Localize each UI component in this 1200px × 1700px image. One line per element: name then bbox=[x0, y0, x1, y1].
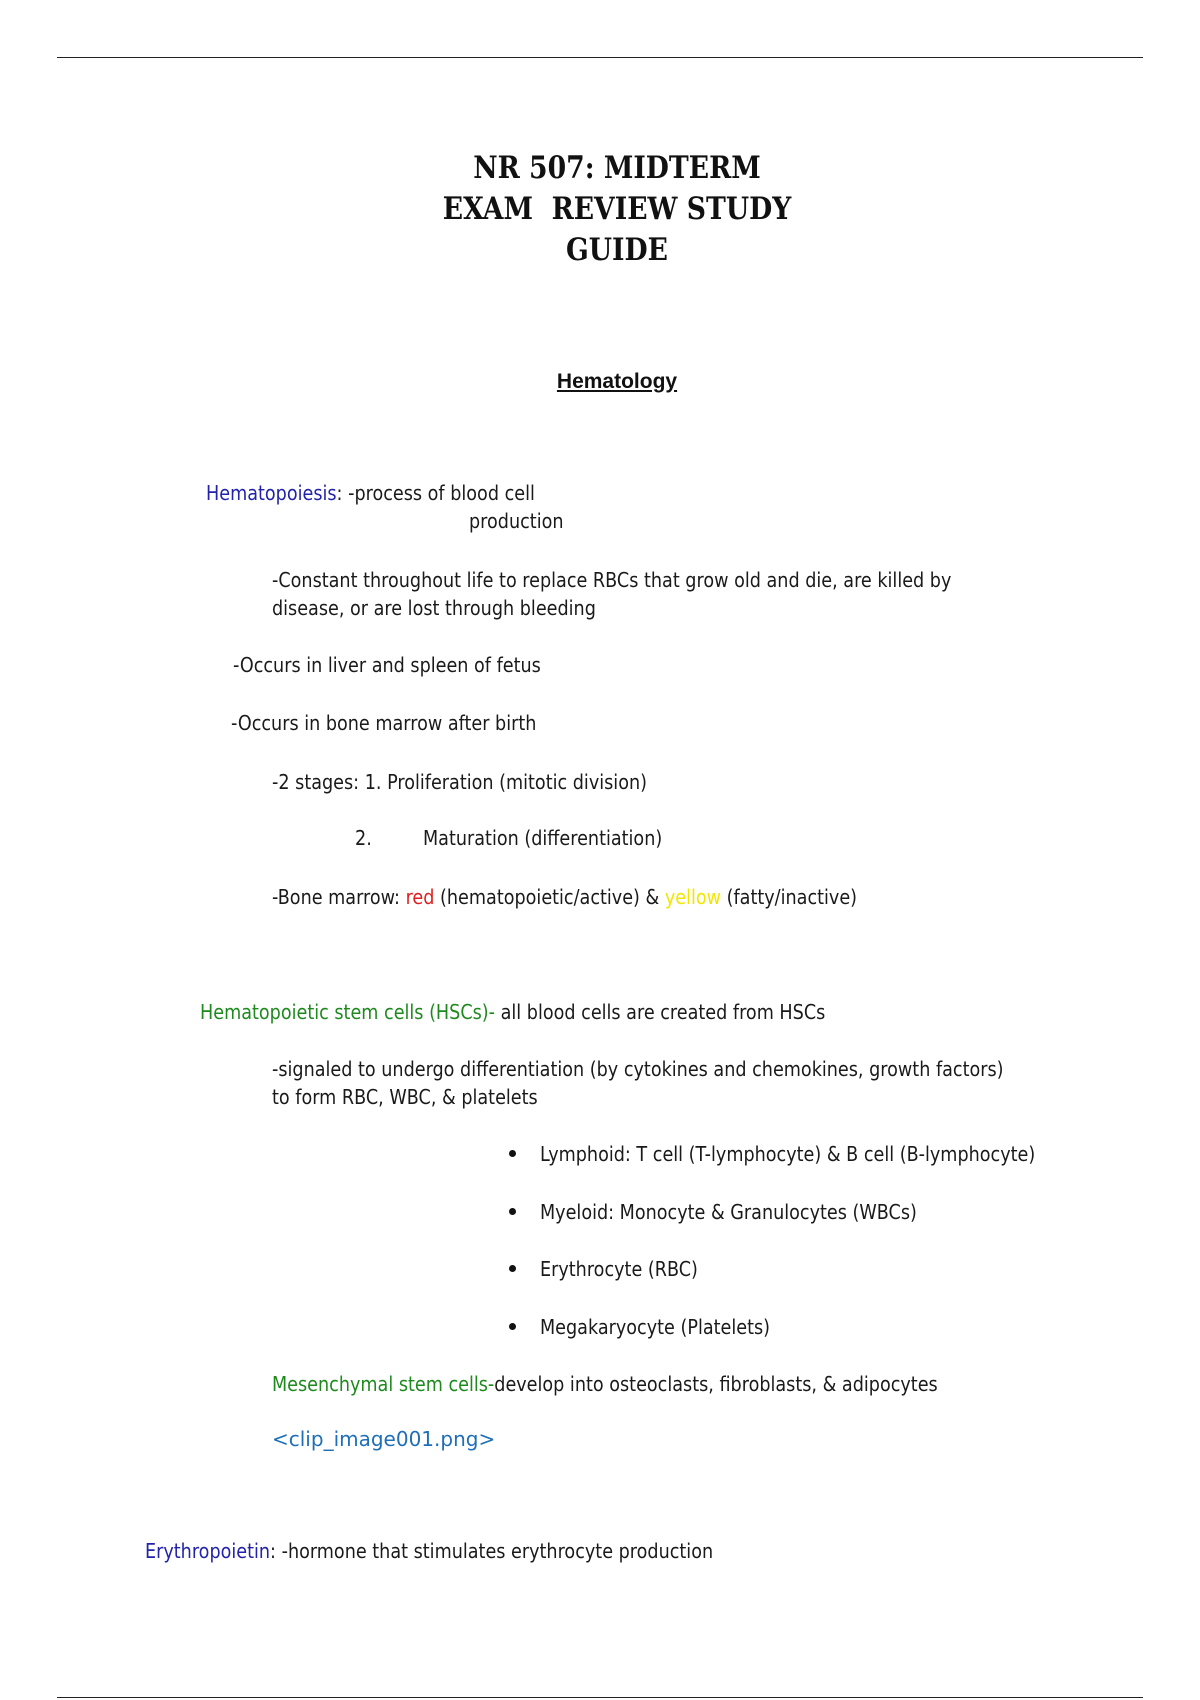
title-line-2: EXAM REVIEW STUDY bbox=[442, 191, 792, 227]
clip-image-link[interactable]: <clip_image001.png> bbox=[272, 1427, 496, 1451]
occurs-after-birth: -Occurs in bone marrow after birth bbox=[231, 711, 537, 735]
document-title bbox=[86, 148, 1147, 271]
bullet-dot bbox=[509, 1265, 516, 1272]
section-heading: Hematology bbox=[556, 370, 678, 393]
top-rule bbox=[57, 57, 1143, 58]
list-item: Myeloid: Monocyte & Granulocytes (WBCs) bbox=[540, 1200, 917, 1224]
stage-2-text: Maturation (differentiation) bbox=[423, 826, 663, 850]
erythropoietin-colon: : bbox=[270, 1539, 276, 1563]
hematopoiesis-colon: : bbox=[336, 481, 343, 505]
list-item: Lymphoid: T cell (T-lymphocyte) & B cell (B-lymphocyte) bbox=[540, 1142, 1036, 1166]
erythropoietin-term: Erythropoietin bbox=[145, 1539, 271, 1563]
title-line-3: GUIDE bbox=[566, 232, 668, 268]
hsc-term: Hematopoietic stem cells (HSCs)- bbox=[200, 1000, 496, 1024]
bone-marrow-line bbox=[272, 883, 857, 911]
list-item: Erythrocyte (RBC) bbox=[540, 1257, 698, 1281]
stages-line: -2 stages: 1. Proliferation (mitotic division) bbox=[272, 770, 647, 794]
bullet-dot bbox=[509, 1323, 516, 1330]
hematopoiesis-definition bbox=[206, 479, 535, 507]
erythropoietin-definition bbox=[145, 1537, 713, 1565]
title-line-1: NR 507: MIDTERM bbox=[473, 150, 761, 186]
bullet-dot bbox=[509, 1208, 516, 1215]
marrow-yellow: yellow bbox=[664, 885, 722, 909]
marrow-red: red bbox=[405, 885, 435, 909]
stage-2-number: 2. bbox=[355, 826, 372, 850]
marrow-suffix: (fatty/inactive) bbox=[721, 885, 858, 909]
hematopoiesis-term: Hematopoiesis bbox=[206, 481, 337, 505]
bullet-dot bbox=[509, 1150, 516, 1157]
occurs-fetus: -Occurs in liver and spleen of fetus bbox=[233, 653, 541, 677]
hematopoiesis-def-line1: -process of blood cell bbox=[342, 481, 535, 505]
constant-paragraph-line1: -Constant throughout life to replace RBCs that grow old and die, are killed by bbox=[272, 568, 952, 592]
erythropoietin-def: -hormone that stimulates erythrocyte production bbox=[275, 1539, 714, 1563]
list-item: Megakaryocyte (Platelets) bbox=[540, 1315, 771, 1339]
hsc-def: all blood cells are created from HSCs bbox=[495, 1000, 826, 1024]
marrow-mid: (hematopoietic/active) & bbox=[434, 885, 665, 909]
hematopoiesis-def-line2: production bbox=[469, 509, 564, 533]
mesenchymal-term: Mesenchymal stem cells- bbox=[272, 1372, 495, 1396]
mesenchymal-def: develop into osteoclasts, fibroblasts, & adipocytes bbox=[494, 1372, 938, 1396]
mesenchymal-line bbox=[272, 1370, 938, 1398]
marrow-prefix: -Bone marrow: bbox=[272, 885, 406, 909]
hsc-paragraph-line2: to form RBC, WBC, & platelets bbox=[272, 1085, 538, 1109]
bottom-rule bbox=[57, 1697, 1143, 1698]
hsc-definition bbox=[200, 998, 825, 1026]
hsc-paragraph-line1: -signaled to undergo differentiation (by cytokines and chemokines, growth factors) bbox=[272, 1057, 1004, 1081]
constant-paragraph-line2: disease, or are lost through bleeding bbox=[272, 596, 596, 620]
